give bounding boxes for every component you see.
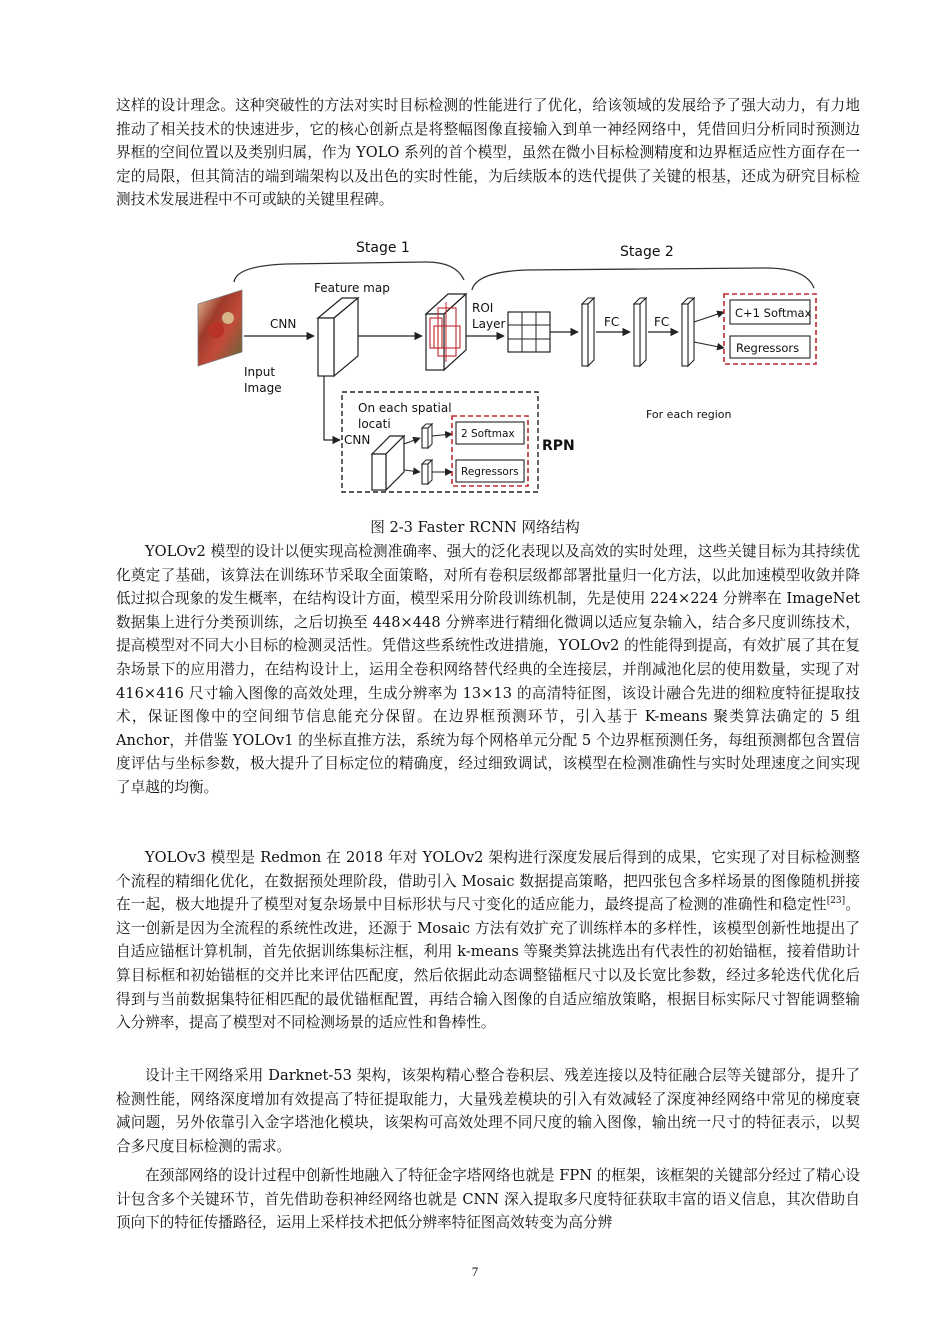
- input-label-line1: Input: [244, 365, 276, 379]
- softmax-2-label: 2 Softmax: [461, 428, 515, 440]
- faster-rcnn-diagram: [186, 232, 826, 504]
- rpn-small-block-2: [422, 460, 432, 484]
- paragraph-yolov3-part1: YOLOv3 模型是 Redmon 在 2018 年对 YOLOv2 架构进行深度发展后得到的成果，它实现了对目标检测整个流程的精细化优化，在数据预处理阶段，借助引入 Mosaic 数据提高策略，把四张包含多样场景的图像随机拼接在一起，极大地提升了模型对复杂场景中目标形状与尺寸变化的适应能力，最终提高了检测的准确性和稳定性: [116, 849, 860, 914]
- stage2-label: Stage 2: [620, 244, 674, 260]
- paragraph-yolov3-part2: 。这一创新是因为全流程的系统性改进，还源于 Mosaic 方法有效扩充了训练样本的多样性，该模型创新性地提出了自适应锚框计算机制，首先依据训练集标注框，利用 k-means 等聚类算法挑选出有代表性的初始锚框，接着借助计算目标框和初始锚框的交并比来评估匹配度，然后依据此动态调整锚框尺寸以及长宽比参数，经过多轮迭代优化后得到与当前数据集特征相匹配的最优锚框配置，再结合输入图像的自适应缩放策略，根据目标实际尺寸智能调整输入分辨率，提高了模型对不同检测场景的适应性和鲁棒性。: [116, 896, 860, 1032]
- input-image: [198, 290, 242, 366]
- arrow-rpn-to-small-2: [404, 470, 420, 472]
- paragraph-darknet53: 设计主干网络采用 Darknet-53 架构，该架构精心整合卷积层、残差连接以及特征融合层等关键部分，提升了检测性能，网络深度增加有效提高了特征提取能力，大量残差模块的引入有效减轻了深度神经网络中常见的梯度衰减问题，另外依靠引入金字塔池化模块，该架构可高效处理不同尺度的输入图像，输出统一尺寸的特征表示，以契合多尺度目标检测的需求。: [116, 1067, 860, 1155]
- feature-map-label: Feature map: [314, 281, 390, 295]
- rpn-feature-block: [372, 436, 404, 490]
- rpn-label: RPN: [542, 438, 575, 454]
- roi-label-line2: Layer: [472, 317, 506, 331]
- faster-rcnn-figure: [186, 232, 826, 509]
- for-each-region-label: For each region: [646, 408, 732, 421]
- softmax-c1-label: C+1 Softmax: [735, 306, 812, 320]
- figure-caption: 图 2-3 Faster RCNN 网络结构: [370, 519, 580, 536]
- arrow-feature-to-rpn: [324, 376, 340, 440]
- paragraph-yolov3: [116, 846, 860, 1035]
- fc-column-1: [582, 298, 594, 366]
- fc-column-2: [634, 298, 646, 366]
- cnn-rpn-label: CNN: [344, 433, 371, 447]
- spatial-label-line1: On each spatial: [358, 401, 452, 415]
- stage2-bracket: [472, 268, 814, 290]
- arrow-to-regressors: [694, 342, 724, 348]
- fc1-label: FC: [604, 315, 620, 329]
- cnn-label: CNN: [270, 317, 297, 331]
- arrow-rpn-to-small-1: [404, 438, 420, 444]
- stage1-bracket: [234, 262, 464, 282]
- roi-pool-grid: [508, 312, 550, 352]
- page-number: 7: [471, 1264, 479, 1279]
- regressors-rpn-label: Regressors: [461, 466, 519, 478]
- rpn-small-block-1: [422, 424, 432, 448]
- regressors-top-label: Regressors: [736, 341, 800, 355]
- arrow-to-softmax: [694, 312, 724, 322]
- proposal-feature-map: [426, 294, 466, 370]
- paragraph-yolov1-summary: 这样的设计理念。这种突破性的方法对实时目标检测的性能进行了优化，给该领域的发展给予了强大动力，有力地推动了相关技术的快速进步，它的核心创新点是将整幅图像直接输入到单一神经网络中，凭借回归分析同时预测边界框的空间位置以及类别归属，作为 YOLO 系列的首个模型，虽然在微小目标检测精度和边界框适应性方面存在一定的局限，但其简洁的端到端架构以及出色的实时性能，为后续版本的迭代提供了关键的根基，还成为研究目标检测技术发展进程中不可或缺的关键里程碑。: [116, 97, 860, 209]
- feature-map-block: [318, 298, 358, 376]
- input-label-line2: Image: [244, 381, 282, 395]
- fc2-label: FC: [654, 315, 670, 329]
- spatial-label-line2: locati: [358, 417, 391, 431]
- paragraph-yolov2: YOLOv2 模型的设计以便实现高检测准确率、强大的泛化表现以及高效的实时处理，这些关键目标为其持续优化奠定了基础，该算法在训练环节采取全面策略，对所有卷积层级都部署批量归一化方法，以此加速模型收敛并降低过拟合现象的发生概率，在结构设计方面，模型采用分阶段训练机制，先是使用 224×224 分辨率在 ImageNet 数据集上进行分类预训练，之后切换至 448×448 分辨率进行精细化微调以适应复杂输入，结合多尺度训练技术，提高模型对不同大小目标的检测灵活性。凭借这些系统性改进措施，YOLOv2 的性能得到提高，有效扩展了其在复杂场景下的应用潜力，在结构设计上，运用全卷积网络替代经典的全连接层，并削减池化层的使用数量，实现了对 416×416 尺寸输入图像的高效处理，生成分辨率为 13×13 的高清特征图，该设计融合先进的细粒度特征提取技术，保证图像中的空间细节信息能充分保留。在边界框预测环节，引入基于 K-means 聚类算法确定的 5 组 Anchor，并借鉴 YOLOv1 的坐标直推方法，系统为每个网格单元分配 5 个边界框预测任务，每组预测都包含置信度评估与坐标参数，极大提升了目标定位的精确度，经过细致调试，该模型在检测准确性与实时处理速度之间实现了卓越的均衡。: [116, 543, 860, 796]
- fc-column-3: [682, 298, 694, 366]
- stage1-label: Stage 1: [356, 240, 410, 256]
- roi-label-line1: ROI: [472, 301, 494, 315]
- arrow-to-2softmax: [432, 434, 452, 436]
- paragraph-neck-fpn: 在颈部网络的设计过程中创新性地融入了特征金字塔网络也就是 FPN 的框架，该框架的关键部分经过了精心设计包含多个关键环节，首先借助卷积神经网络也就是 CNN 深入提取多尺度特征获取丰富的语义信息，其次借助自顶向下的特征传播路径，运用上采样技术把低分辨率特征图高效转变为高分辨: [116, 1167, 860, 1232]
- citation-23: [23]: [826, 896, 846, 907]
